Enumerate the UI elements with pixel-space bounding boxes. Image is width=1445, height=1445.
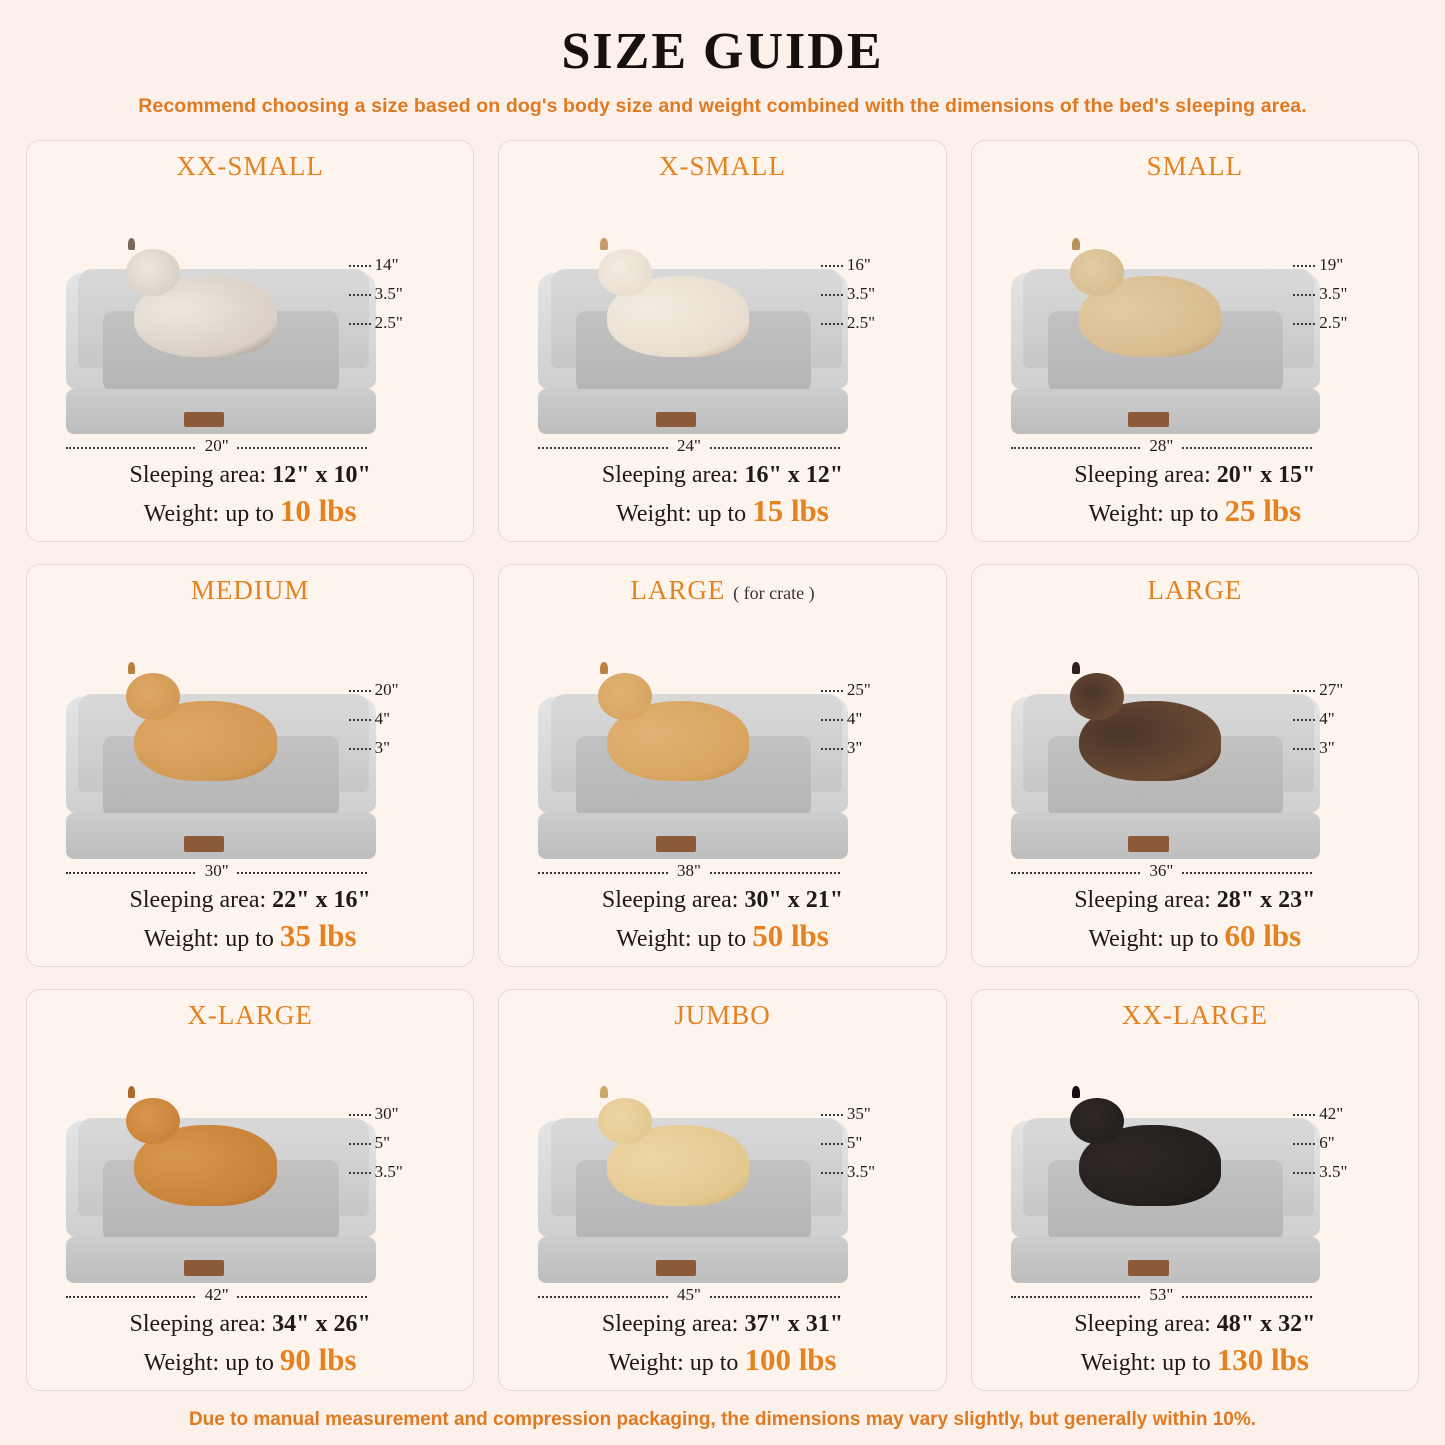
dimension-mattress-value: 3.5" (374, 1161, 403, 1181)
weight-upto-label: up to (697, 501, 747, 528)
weight-label: Weight: (608, 1350, 684, 1376)
sleeping-area-row (41, 887, 459, 914)
sleeping-area-value: 48" x 32" (1216, 1311, 1316, 1337)
size-card-title (986, 575, 1404, 606)
pet-illustration-labrador (607, 1125, 749, 1206)
weight-upto-label: up to (1169, 925, 1219, 952)
pet-ear (1072, 238, 1080, 250)
bed-illustration (986, 608, 1404, 882)
dimension-bolster-value: 5" (846, 1132, 863, 1152)
pet-illustration-corgi (134, 701, 276, 782)
size-specs (986, 462, 1404, 529)
size-card (26, 564, 474, 966)
sleeping-area-label: Sleeping area: (1074, 1311, 1211, 1337)
size-card (971, 989, 1419, 1391)
pet-illustration-french-bulldog (1079, 276, 1221, 357)
dimension-width-value: 28" (1141, 436, 1181, 455)
pet-head (126, 1098, 180, 1145)
dog-bed-graphic (66, 259, 376, 435)
width-dimension (66, 861, 367, 881)
vertical-dimensions (821, 255, 930, 342)
size-card-title (513, 1000, 931, 1031)
dimension-bolster-value: 4" (846, 708, 863, 728)
dog-bed-graphic (1011, 1107, 1321, 1283)
pet-ear (600, 662, 608, 674)
size-card (26, 140, 474, 542)
pet-illustration-shiba-inu (607, 701, 749, 782)
size-name: X-LARGE (187, 999, 313, 1030)
size-card (971, 140, 1419, 542)
weight-row (986, 918, 1404, 954)
width-dimension (66, 1285, 367, 1305)
weight-label: Weight: (1080, 1350, 1157, 1376)
dimension-mattress-value: 3.5" (1319, 1161, 1348, 1181)
sleeping-area-label: Sleeping area: (601, 886, 739, 913)
pet-illustration-golden-retriever (134, 1125, 276, 1206)
sleeping-area-label: Sleeping area: (1074, 462, 1211, 489)
pet-head (126, 673, 180, 720)
sleeping-area-value: 28" x 23" (1216, 886, 1316, 913)
weight-label: Weight: (1088, 925, 1164, 952)
size-card (971, 564, 1419, 966)
weight-value: 130 lbs (1216, 1342, 1309, 1377)
vertical-dimensions (1293, 255, 1402, 342)
pet-ear (600, 238, 608, 250)
dimension-width-value: 42" (197, 1285, 237, 1304)
dimension-mattress-value: 3" (374, 737, 391, 757)
sleeping-area-value: 34" x 26" (272, 1311, 371, 1337)
dimension-mattress-value: 2.5" (846, 313, 876, 333)
width-dimension (538, 436, 839, 456)
sleeping-area-row (41, 462, 459, 489)
brand-tag (184, 1260, 224, 1276)
dimension-bolster-value: 4" (374, 708, 391, 728)
dimension-bolster-value: 4" (1319, 708, 1335, 728)
vertical-dimensions (821, 680, 930, 767)
bed-illustration (986, 184, 1404, 458)
page-subtitle: Recommend choosing a size based on dog's body size and weight combined with the dimensions of the bed's sleeping area. (138, 95, 1307, 117)
vertical-dimensions (349, 1104, 458, 1191)
sleeping-area-row (986, 1311, 1404, 1338)
dimension-height (821, 680, 930, 700)
pet-head (1070, 673, 1124, 720)
dimension-bolster (821, 284, 930, 304)
size-specs (513, 462, 931, 529)
sleeping-area-value: 30" x 21" (744, 886, 844, 913)
pet-ear (128, 1086, 136, 1098)
dimension-height (349, 680, 458, 700)
dimension-width-value: 30" (197, 861, 237, 880)
dimension-mattress (1293, 1162, 1402, 1182)
dimension-height-value: 35" (846, 1103, 871, 1123)
sleeping-area-label: Sleeping area: (129, 462, 267, 489)
sleeping-area-value: 20" x 15" (1216, 462, 1316, 489)
bed-illustration (41, 1033, 459, 1307)
size-card-title (41, 151, 459, 182)
vertical-dimensions (1293, 1104, 1402, 1191)
dog-bed-graphic (538, 1107, 848, 1283)
bed-illustration (41, 184, 459, 458)
brand-tag (184, 836, 224, 852)
dimension-mattress (349, 1162, 458, 1182)
weight-value: 15 lbs (752, 493, 829, 529)
dimension-height (349, 255, 458, 275)
size-name: SMALL (1146, 151, 1244, 181)
brand-tag (184, 412, 224, 428)
pet-ear (128, 662, 136, 674)
dimension-height (821, 255, 930, 275)
dimension-width-value: 53" (1141, 1285, 1181, 1304)
weight-label: Weight: (143, 501, 220, 528)
pet-illustration-border-collie (1079, 701, 1221, 782)
size-card-title (41, 575, 459, 606)
weight-row (41, 493, 459, 529)
dog-bed-graphic (538, 259, 848, 435)
brand-tag (656, 412, 696, 428)
dimension-height-value: 20" (374, 679, 399, 699)
dimension-height-value: 30" (374, 1103, 399, 1123)
pet-head (598, 1098, 652, 1145)
pet-head (598, 673, 652, 720)
dimension-height-value: 25" (846, 679, 871, 699)
size-card-title (986, 1000, 1404, 1031)
weight-row (41, 918, 459, 954)
dimension-bolster-value: 3.5" (1319, 284, 1348, 304)
dimension-height (1293, 680, 1402, 700)
dog-bed-graphic (1011, 683, 1321, 859)
size-specs (41, 1311, 459, 1378)
dimension-mattress (821, 313, 930, 333)
dimension-bolster (821, 1133, 930, 1153)
dimension-mattress-value: 3" (1319, 737, 1335, 757)
dimension-height (349, 1104, 458, 1124)
dimension-bolster (1293, 284, 1402, 304)
weight-row (513, 1342, 931, 1378)
pet-head (1070, 1098, 1124, 1145)
dimension-bolster (349, 1133, 458, 1153)
dimension-bolster (1293, 1133, 1402, 1153)
dimension-height-value: 16" (846, 255, 871, 275)
sleeping-area-row (513, 1311, 931, 1338)
weight-label: Weight: (143, 925, 220, 952)
bed-illustration (513, 608, 931, 882)
pet-illustration-shih-tzu (607, 276, 749, 357)
pet-head (126, 249, 180, 296)
size-note: ( for crate ) (733, 583, 815, 604)
weight-row (513, 493, 931, 529)
weight-row (986, 1342, 1404, 1378)
width-dimension (1011, 1285, 1312, 1305)
size-card-title (513, 151, 931, 182)
dimension-mattress (1293, 738, 1402, 758)
size-card-title (41, 1000, 459, 1031)
weight-row (513, 918, 931, 954)
vertical-dimensions (349, 680, 458, 767)
dimension-bolster-value: 3.5" (846, 284, 876, 304)
weight-upto-label: up to (1169, 501, 1219, 528)
weight-label: Weight: (143, 1350, 220, 1376)
vertical-dimensions (821, 1104, 930, 1191)
dimension-bolster (349, 709, 458, 729)
dimension-bolster (821, 709, 930, 729)
size-name: X-SMALL (658, 151, 786, 181)
sleeping-area-value: 12" x 10" (272, 462, 371, 489)
pet-illustration-ragdoll-cat (134, 276, 276, 357)
dimension-mattress-value: 3" (846, 737, 863, 757)
dimension-mattress-value: 2.5" (1319, 313, 1348, 333)
dog-bed-graphic (1011, 259, 1321, 435)
sleeping-area-row (986, 887, 1404, 914)
pet-ear (1072, 662, 1080, 674)
weight-label: Weight: (616, 925, 692, 952)
dimension-height (1293, 1104, 1402, 1124)
dimension-bolster (1293, 709, 1402, 729)
weight-value: 60 lbs (1224, 917, 1302, 953)
size-name: JUMBO (674, 999, 771, 1030)
weight-upto-label: up to (225, 1350, 274, 1376)
pet-head (1070, 249, 1124, 296)
dog-bed-graphic (538, 683, 848, 859)
dimension-mattress (821, 1162, 930, 1182)
dimension-height (1293, 255, 1402, 275)
dimension-bolster-value: 6" (1319, 1132, 1335, 1152)
weight-upto-label: up to (689, 1350, 739, 1376)
brand-tag (1128, 1260, 1168, 1276)
dimension-height-value: 19" (1319, 255, 1344, 275)
bed-illustration (41, 608, 459, 882)
dog-bed-graphic (66, 1107, 376, 1283)
size-specs (986, 1311, 1404, 1378)
size-specs (41, 887, 459, 954)
dimension-width-value: 24" (669, 436, 709, 455)
size-name: MEDIUM (190, 575, 310, 606)
size-specs (986, 887, 1404, 954)
weight-row (986, 493, 1404, 529)
pet-ear (1072, 1086, 1080, 1098)
width-dimension (1011, 436, 1312, 456)
dimension-bolster-value: 5" (374, 1132, 391, 1152)
dimension-width-value: 20" (197, 436, 237, 455)
size-card (498, 564, 946, 966)
size-specs (513, 887, 931, 954)
dimension-bolster-value: 3.5" (374, 284, 403, 304)
vertical-dimensions (1293, 680, 1402, 767)
size-card (498, 140, 946, 542)
width-dimension (538, 861, 839, 881)
sleeping-area-label: Sleeping area: (601, 1311, 739, 1337)
weight-value: 100 lbs (744, 1342, 837, 1377)
sleeping-area-row (513, 887, 931, 914)
pet-ear (128, 238, 136, 250)
size-specs (41, 462, 459, 529)
size-card-title (986, 151, 1404, 182)
weight-upto-label: up to (697, 925, 747, 952)
size-card (498, 989, 946, 1391)
brand-tag (1128, 836, 1168, 852)
sleeping-area-row (41, 1311, 459, 1338)
dimension-mattress (1293, 313, 1402, 333)
dimension-height-value: 14" (374, 255, 399, 275)
dimension-bolster (349, 284, 458, 304)
weight-row (41, 1342, 459, 1378)
brand-tag (656, 836, 696, 852)
footer-note: Due to manual measurement and compression packaging, the dimensions may vary slightly, but generally within 10%. (188, 1409, 1257, 1430)
weight-label: Weight: (1088, 501, 1164, 528)
dog-bed-graphic (66, 683, 376, 859)
sleeping-area-label: Sleeping area: (601, 462, 739, 489)
sleeping-area-value: 16" x 12" (744, 462, 844, 489)
dimension-mattress (349, 313, 458, 333)
sleeping-area-value: 37" x 31" (744, 1311, 844, 1337)
bed-illustration (986, 1033, 1404, 1307)
size-name: LARGE (1147, 575, 1243, 606)
sleeping-area-label: Sleeping area: (129, 1311, 267, 1337)
pet-head (598, 249, 652, 296)
width-dimension (66, 436, 367, 456)
dimension-mattress-value: 2.5" (374, 313, 403, 333)
sleeping-area-value: 22" x 16" (272, 886, 371, 913)
size-name: XX-SMALL (176, 151, 324, 181)
weight-upto-label: up to (1162, 1350, 1211, 1376)
size-name: XX-LARGE (1121, 999, 1268, 1030)
width-dimension (1011, 861, 1312, 881)
bed-illustration (513, 1033, 931, 1307)
weight-label: Weight: (616, 501, 692, 528)
weight-value: 35 lbs (279, 917, 357, 953)
size-specs (513, 1311, 931, 1378)
size-card (26, 989, 474, 1391)
vertical-dimensions (349, 255, 458, 342)
dimension-height-value: 27" (1319, 679, 1344, 699)
dimension-width-value: 38" (669, 861, 709, 880)
sleeping-area-row (986, 462, 1404, 489)
weight-upto-label: up to (225, 925, 274, 952)
sleeping-area-label: Sleeping area: (1074, 886, 1211, 913)
weight-value: 25 lbs (1224, 493, 1302, 529)
page-title: SIZE GUIDE (561, 23, 884, 80)
dimension-height (821, 1104, 930, 1124)
pet-ear (600, 1086, 608, 1098)
weight-upto-label: up to (225, 501, 274, 528)
size-card-title (513, 575, 931, 606)
dimension-height-value: 42" (1319, 1103, 1344, 1123)
brand-tag (1128, 412, 1168, 428)
size-card-grid (26, 140, 1419, 1391)
dimension-width-value: 45" (669, 1285, 709, 1304)
dimension-mattress (821, 738, 930, 758)
weight-value: 90 lbs (279, 1342, 357, 1377)
sleeping-area-row (513, 462, 931, 489)
size-name: LARGE (630, 575, 726, 606)
bed-illustration (513, 184, 931, 458)
width-dimension (538, 1285, 839, 1305)
pet-illustration-rottweiler (1079, 1125, 1221, 1206)
dimension-mattress (349, 738, 458, 758)
brand-tag (656, 1260, 696, 1276)
weight-value: 50 lbs (752, 917, 829, 953)
dimension-width-value: 36" (1141, 861, 1181, 880)
dimension-mattress-value: 3.5" (846, 1161, 876, 1181)
sleeping-area-label: Sleeping area: (129, 886, 267, 913)
weight-value: 10 lbs (279, 493, 357, 529)
